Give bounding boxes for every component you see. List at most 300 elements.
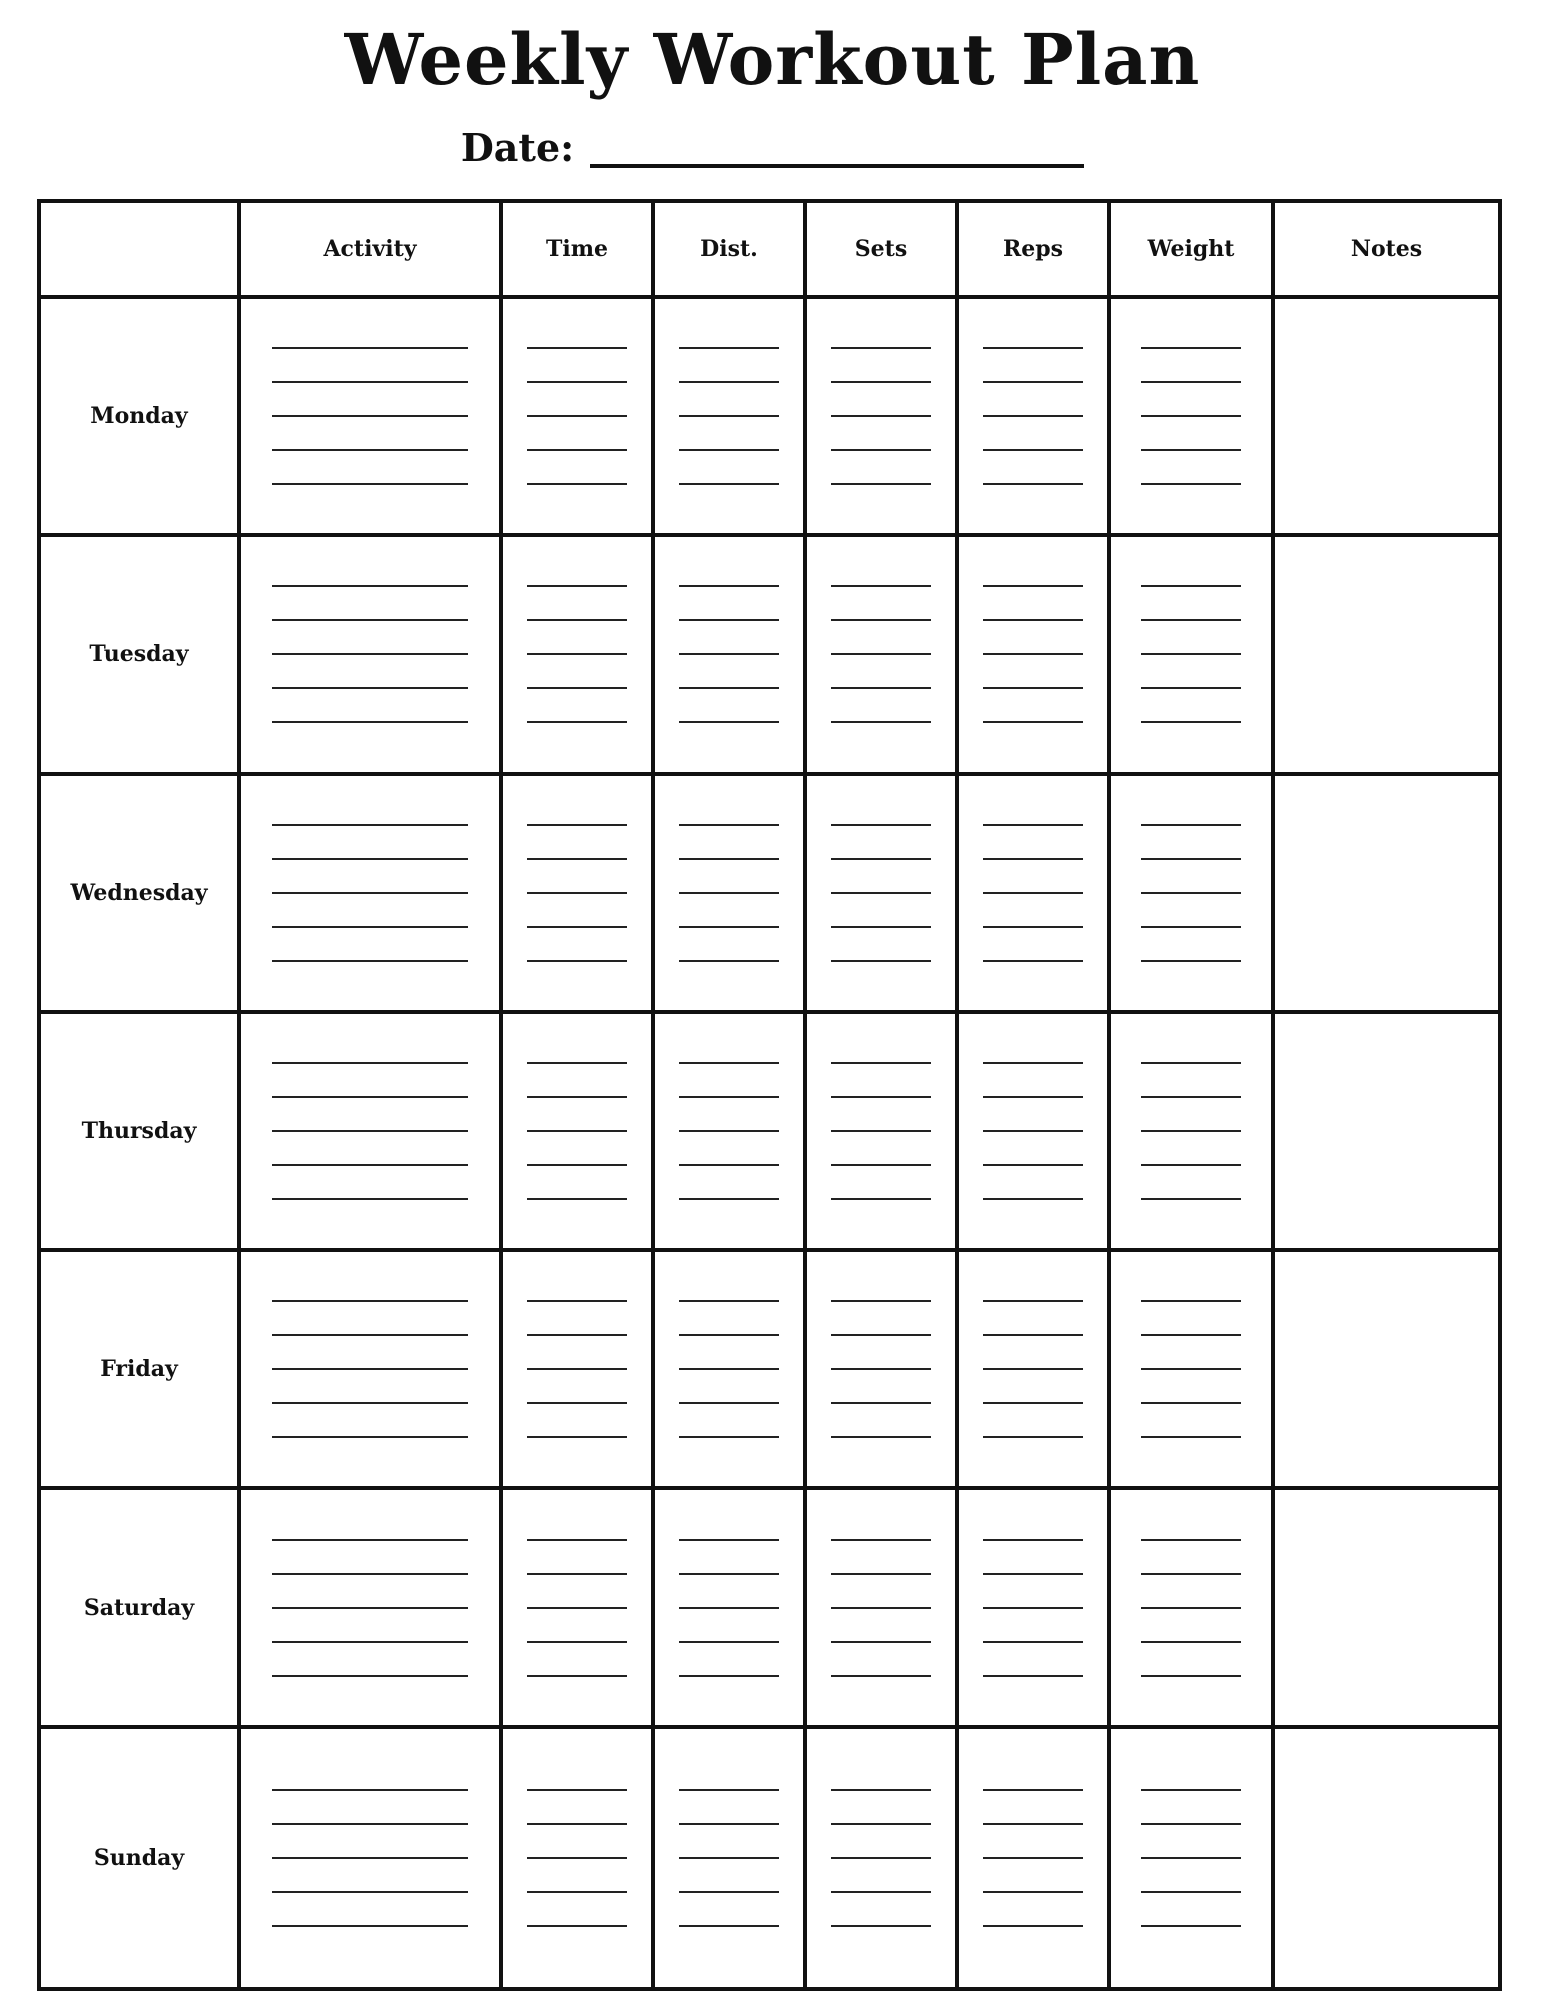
reps-lines: [959, 1046, 1107, 1216]
reps-entry-line[interactable]: [983, 1436, 1083, 1438]
sets-entry-line[interactable]: [831, 1198, 931, 1200]
time-entry-line[interactable]: [527, 1402, 627, 1404]
date-input-line[interactable]: [590, 164, 1084, 168]
weight-entry-line[interactable]: [1141, 381, 1241, 383]
reps-entry-line[interactable]: [983, 1198, 1083, 1200]
weight-entry-line[interactable]: [1141, 415, 1241, 417]
weight-entry-line[interactable]: [1141, 347, 1241, 349]
notes-cell[interactable]: [1273, 1250, 1500, 1488]
weight-entry-line[interactable]: [1141, 1062, 1241, 1064]
weight-lines: [1111, 1523, 1271, 1693]
activity-entry-line[interactable]: [272, 1641, 468, 1643]
sets-entry-line[interactable]: [831, 1607, 931, 1609]
distance-entry-line[interactable]: [679, 1573, 779, 1575]
time-entry-line[interactable]: [527, 1096, 627, 1098]
sets-entry-line[interactable]: [831, 1641, 931, 1643]
weight-entry-line[interactable]: [1141, 619, 1241, 621]
activity-entry-line[interactable]: [272, 824, 468, 826]
time-entry-line[interactable]: [527, 824, 627, 826]
distance-entry-line[interactable]: [679, 926, 779, 928]
day-label: Friday: [39, 1250, 239, 1488]
weight-entry-line[interactable]: [1141, 1164, 1241, 1166]
activity-entry-line[interactable]: [272, 585, 468, 587]
weight-entry-line[interactable]: [1141, 653, 1241, 655]
distance-entry-line[interactable]: [679, 619, 779, 621]
weight-entry-line[interactable]: [1141, 858, 1241, 860]
weight-entry-line[interactable]: [1141, 483, 1241, 485]
time-entry-line[interactable]: [527, 1925, 627, 1927]
weight-lines: [1111, 569, 1271, 739]
time-entry-line[interactable]: [527, 653, 627, 655]
sets-entry-line[interactable]: [831, 687, 931, 689]
activity-entry-line[interactable]: [272, 1925, 468, 1927]
day-label: Monday: [39, 297, 239, 535]
time-lines: [503, 1773, 651, 1943]
time-entry-line[interactable]: [527, 415, 627, 417]
time-entry-line[interactable]: [527, 926, 627, 928]
weight-entry-line[interactable]: [1141, 1300, 1241, 1302]
time-entry-line[interactable]: [527, 858, 627, 860]
reps-entry-line[interactable]: [983, 1823, 1083, 1825]
time-lines: [503, 569, 651, 739]
reps-entry-line[interactable]: [983, 585, 1083, 587]
distance-entry-line[interactable]: [679, 1436, 779, 1438]
reps-entry-line[interactable]: [983, 1164, 1083, 1166]
weight-lines: [1111, 1284, 1271, 1454]
day-label: Sunday: [39, 1727, 239, 1989]
activity-entry-line[interactable]: [272, 1334, 468, 1336]
sets-entry-line[interactable]: [831, 926, 931, 928]
time-entry-line[interactable]: [527, 1130, 627, 1132]
activity-entry-line[interactable]: [272, 1891, 468, 1893]
activity-lines: [241, 1773, 499, 1943]
activity-entry-line[interactable]: [272, 347, 468, 349]
weight-entry-line[interactable]: [1141, 824, 1241, 826]
weight-entry-line[interactable]: [1141, 1539, 1241, 1541]
sets-entry-line[interactable]: [831, 1857, 931, 1859]
distance-entry-line[interactable]: [679, 721, 779, 723]
distance-entry-line[interactable]: [679, 1539, 779, 1541]
reps-lines: [959, 1523, 1107, 1693]
reps-entry-line[interactable]: [983, 1573, 1083, 1575]
activity-entry-line[interactable]: [272, 1857, 468, 1859]
activity-entry-line[interactable]: [272, 1607, 468, 1609]
activity-entry-line[interactable]: [272, 415, 468, 417]
notes-cell[interactable]: [1273, 1727, 1500, 1989]
reps-entry-line[interactable]: [983, 483, 1083, 485]
activity-lines: [241, 1523, 499, 1693]
time-entry-line[interactable]: [527, 1300, 627, 1302]
weight-entry-line[interactable]: [1141, 1789, 1241, 1791]
time-lines: [503, 1523, 651, 1693]
activity-entry-line[interactable]: [272, 1789, 468, 1791]
sets-entry-line[interactable]: [831, 1164, 931, 1166]
sets-entry-line[interactable]: [831, 585, 931, 587]
weight-entry-line[interactable]: [1141, 1198, 1241, 1200]
activity-entry-line[interactable]: [272, 381, 468, 383]
activity-lines: [241, 331, 499, 501]
sets-entry-line[interactable]: [831, 1789, 931, 1791]
distance-cell: [653, 1012, 805, 1250]
sets-entry-line[interactable]: [831, 1130, 931, 1132]
distance-lines: [655, 1284, 803, 1454]
weight-entry-line[interactable]: [1141, 1891, 1241, 1893]
reps-entry-line[interactable]: [983, 1857, 1083, 1859]
activity-cell: [239, 297, 501, 535]
sets-entry-line[interactable]: [831, 960, 931, 962]
distance-entry-line[interactable]: [679, 483, 779, 485]
sets-entry-line[interactable]: [831, 1823, 931, 1825]
time-cell: [501, 1250, 653, 1488]
reps-cell: [957, 535, 1109, 773]
distance-lines: [655, 1046, 803, 1216]
weight-cell: [1109, 1488, 1273, 1726]
table-row: [39, 774, 1500, 1012]
day-label: Tuesday: [39, 535, 239, 773]
reps-entry-line[interactable]: [983, 449, 1083, 451]
distance-entry-line[interactable]: [679, 449, 779, 451]
distance-entry-line[interactable]: [679, 1334, 779, 1336]
time-lines: [503, 331, 651, 501]
sets-cell: [805, 1012, 957, 1250]
time-entry-line[interactable]: [527, 1436, 627, 1438]
weight-cell: [1109, 297, 1273, 535]
sets-entry-line[interactable]: [831, 415, 931, 417]
reps-entry-line[interactable]: [983, 687, 1083, 689]
distance-entry-line[interactable]: [679, 1823, 779, 1825]
weight-entry-line[interactable]: [1141, 1607, 1241, 1609]
time-entry-line[interactable]: [527, 1857, 627, 1859]
sets-entry-line[interactable]: [831, 347, 931, 349]
reps-entry-line[interactable]: [983, 960, 1083, 962]
weight-entry-line[interactable]: [1141, 687, 1241, 689]
column-header-distance: Dist.: [653, 201, 805, 297]
distance-entry-line[interactable]: [679, 1402, 779, 1404]
sets-entry-line[interactable]: [831, 858, 931, 860]
time-entry-line[interactable]: [527, 721, 627, 723]
column-header-time: Time: [501, 201, 653, 297]
distance-entry-line[interactable]: [679, 892, 779, 894]
distance-entry-line[interactable]: [679, 415, 779, 417]
table-body: [39, 297, 1500, 1989]
weight-entry-line[interactable]: [1141, 1675, 1241, 1677]
distance-entry-line[interactable]: [679, 1891, 779, 1893]
notes-cell[interactable]: [1273, 774, 1500, 1012]
reps-entry-line[interactable]: [983, 721, 1083, 723]
activity-entry-line[interactable]: [272, 1164, 468, 1166]
weight-cell: [1109, 535, 1273, 773]
distance-cell: [653, 1727, 805, 1989]
time-entry-line[interactable]: [527, 619, 627, 621]
time-entry-line[interactable]: [527, 1164, 627, 1166]
sets-entry-line[interactable]: [831, 1891, 931, 1893]
reps-entry-line[interactable]: [983, 1641, 1083, 1643]
distance-entry-line[interactable]: [679, 1857, 779, 1859]
reps-entry-line[interactable]: [983, 824, 1083, 826]
time-entry-line[interactable]: [527, 1789, 627, 1791]
distance-lines: [655, 808, 803, 978]
sets-entry-line[interactable]: [831, 1062, 931, 1064]
sets-cell: [805, 1250, 957, 1488]
activity-lines: [241, 1046, 499, 1216]
weight-entry-line[interactable]: [1141, 960, 1241, 962]
reps-entry-line[interactable]: [983, 1300, 1083, 1302]
table-row: [39, 1727, 1500, 1989]
activity-entry-line[interactable]: [272, 858, 468, 860]
weight-entry-line[interactable]: [1141, 1925, 1241, 1927]
column-header-activity: Activity: [239, 201, 501, 297]
activity-entry-line[interactable]: [272, 687, 468, 689]
reps-entry-line[interactable]: [983, 892, 1083, 894]
reps-entry-line[interactable]: [983, 381, 1083, 383]
reps-entry-line[interactable]: [983, 653, 1083, 655]
time-entry-line[interactable]: [527, 960, 627, 962]
time-cell: [501, 297, 653, 535]
distance-lines: [655, 569, 803, 739]
reps-entry-line[interactable]: [983, 619, 1083, 621]
sets-entry-line[interactable]: [831, 1368, 931, 1370]
activity-entry-line[interactable]: [272, 1436, 468, 1438]
time-entry-line[interactable]: [527, 1062, 627, 1064]
activity-cell: [239, 1012, 501, 1250]
sets-entry-line[interactable]: [831, 721, 931, 723]
distance-cell: [653, 1488, 805, 1726]
activity-entry-line[interactable]: [272, 1130, 468, 1132]
distance-entry-line[interactable]: [679, 1641, 779, 1643]
time-entry-line[interactable]: [527, 1368, 627, 1370]
reps-entry-line[interactable]: [983, 1891, 1083, 1893]
distance-entry-line[interactable]: [679, 960, 779, 962]
sets-entry-line[interactable]: [831, 381, 931, 383]
activity-entry-line[interactable]: [272, 892, 468, 894]
distance-cell: [653, 774, 805, 1012]
activity-entry-line[interactable]: [272, 926, 468, 928]
weight-cell: [1109, 1012, 1273, 1250]
distance-entry-line[interactable]: [679, 1300, 779, 1302]
time-entry-line[interactable]: [527, 1823, 627, 1825]
notes-cell[interactable]: [1273, 297, 1500, 535]
table-row: [39, 297, 1500, 535]
time-entry-line[interactable]: [527, 1334, 627, 1336]
distance-entry-line[interactable]: [679, 1096, 779, 1098]
time-entry-line[interactable]: [527, 347, 627, 349]
weight-lines: [1111, 808, 1271, 978]
sets-entry-line[interactable]: [831, 619, 931, 621]
activity-entry-line[interactable]: [272, 1198, 468, 1200]
time-entry-line[interactable]: [527, 1198, 627, 1200]
time-cell: [501, 1012, 653, 1250]
reps-lines: [959, 1773, 1107, 1943]
weight-entry-line[interactable]: [1141, 1857, 1241, 1859]
sets-entry-line[interactable]: [831, 1334, 931, 1336]
column-header-corner: [39, 201, 239, 297]
weight-entry-line[interactable]: [1141, 892, 1241, 894]
activity-entry-line[interactable]: [272, 1539, 468, 1541]
reps-entry-line[interactable]: [983, 1539, 1083, 1541]
day-label: Saturday: [39, 1488, 239, 1726]
time-lines: [503, 1046, 651, 1216]
sets-entry-line[interactable]: [831, 1925, 931, 1927]
activity-entry-line[interactable]: [272, 960, 468, 962]
reps-cell: [957, 1012, 1109, 1250]
activity-entry-line[interactable]: [272, 483, 468, 485]
time-cell: [501, 1727, 653, 1989]
weight-entry-line[interactable]: [1141, 1573, 1241, 1575]
day-label: Wednesday: [39, 774, 239, 1012]
weight-entry-line[interactable]: [1141, 1823, 1241, 1825]
sets-lines: [807, 1523, 955, 1693]
distance-entry-line[interactable]: [679, 687, 779, 689]
reps-lines: [959, 331, 1107, 501]
weight-entry-line[interactable]: [1141, 1130, 1241, 1132]
time-entry-line[interactable]: [527, 1539, 627, 1541]
date-row: [0, 110, 1545, 170]
activity-entry-line[interactable]: [272, 619, 468, 621]
activity-cell: [239, 535, 501, 773]
time-entry-line[interactable]: [527, 449, 627, 451]
sets-entry-line[interactable]: [831, 1539, 931, 1541]
reps-entry-line[interactable]: [983, 1368, 1083, 1370]
activity-entry-line[interactable]: [272, 449, 468, 451]
weight-entry-line[interactable]: [1141, 1436, 1241, 1438]
distance-entry-line[interactable]: [679, 1675, 779, 1677]
notes-cell[interactable]: [1273, 535, 1500, 773]
weight-entry-line[interactable]: [1141, 585, 1241, 587]
column-header-weight: Weight: [1109, 201, 1273, 297]
distance-entry-line[interactable]: [679, 585, 779, 587]
reps-entry-line[interactable]: [983, 858, 1083, 860]
sets-entry-line[interactable]: [831, 1573, 931, 1575]
sets-entry-line[interactable]: [831, 1402, 931, 1404]
distance-entry-line[interactable]: [679, 381, 779, 383]
reps-entry-line[interactable]: [983, 1402, 1083, 1404]
sets-cell: [805, 774, 957, 1012]
reps-entry-line[interactable]: [983, 1096, 1083, 1098]
reps-cell: [957, 1727, 1109, 1989]
activity-entry-line[interactable]: [272, 1096, 468, 1098]
reps-entry-line[interactable]: [983, 1062, 1083, 1064]
activity-cell: [239, 774, 501, 1012]
reps-entry-line[interactable]: [983, 1130, 1083, 1132]
time-entry-line[interactable]: [527, 1891, 627, 1893]
reps-entry-line[interactable]: [983, 1675, 1083, 1677]
weight-entry-line[interactable]: [1141, 926, 1241, 928]
reps-cell: [957, 1488, 1109, 1726]
distance-entry-line[interactable]: [679, 653, 779, 655]
sets-entry-line[interactable]: [831, 1300, 931, 1302]
activity-entry-line[interactable]: [272, 1573, 468, 1575]
notes-cell[interactable]: [1273, 1012, 1500, 1250]
weight-cell: [1109, 1727, 1273, 1989]
activity-entry-line[interactable]: [272, 1368, 468, 1370]
distance-entry-line[interactable]: [679, 1062, 779, 1064]
activity-lines: [241, 1284, 499, 1454]
weight-entry-line[interactable]: [1141, 1334, 1241, 1336]
distance-entry-line[interactable]: [679, 1198, 779, 1200]
activity-entry-line[interactable]: [272, 1823, 468, 1825]
distance-entry-line[interactable]: [679, 1789, 779, 1791]
sets-entry-line[interactable]: [831, 653, 931, 655]
reps-lines: [959, 808, 1107, 978]
activity-entry-line[interactable]: [272, 1402, 468, 1404]
column-header-notes: Notes: [1273, 201, 1500, 297]
reps-entry-line[interactable]: [983, 347, 1083, 349]
reps-entry-line[interactable]: [983, 415, 1083, 417]
distance-entry-line[interactable]: [679, 1164, 779, 1166]
day-label: Thursday: [39, 1012, 239, 1250]
weight-lines: [1111, 331, 1271, 501]
weight-entry-line[interactable]: [1141, 721, 1241, 723]
weight-entry-line[interactable]: [1141, 1096, 1241, 1098]
activity-entry-line[interactable]: [272, 653, 468, 655]
distance-entry-line[interactable]: [679, 1925, 779, 1927]
time-entry-line[interactable]: [527, 585, 627, 587]
sets-cell: [805, 297, 957, 535]
reps-cell: [957, 1250, 1109, 1488]
sets-entry-line[interactable]: [831, 1436, 931, 1438]
date-label: Date:: [460, 125, 575, 170]
time-entry-line[interactable]: [527, 483, 627, 485]
weight-lines: [1111, 1773, 1271, 1943]
time-entry-line[interactable]: [527, 1573, 627, 1575]
distance-entry-line[interactable]: [679, 347, 779, 349]
notes-cell[interactable]: [1273, 1488, 1500, 1726]
reps-entry-line[interactable]: [983, 1789, 1083, 1791]
sets-entry-line[interactable]: [831, 892, 931, 894]
distance-entry-line[interactable]: [679, 1130, 779, 1132]
reps-entry-line[interactable]: [983, 1334, 1083, 1336]
time-lines: [503, 1284, 651, 1454]
time-entry-line[interactable]: [527, 1607, 627, 1609]
column-header-reps: Reps: [957, 201, 1109, 297]
time-entry-line[interactable]: [527, 687, 627, 689]
activity-lines: [241, 808, 499, 978]
reps-entry-line[interactable]: [983, 1925, 1083, 1927]
activity-entry-line[interactable]: [272, 721, 468, 723]
reps-entry-line[interactable]: [983, 926, 1083, 928]
weight-entry-line[interactable]: [1141, 1402, 1241, 1404]
sets-lines: [807, 808, 955, 978]
sets-lines: [807, 331, 955, 501]
sets-entry-line[interactable]: [831, 483, 931, 485]
weight-cell: [1109, 774, 1273, 1012]
time-entry-line[interactable]: [527, 1675, 627, 1677]
sets-entry-line[interactable]: [831, 824, 931, 826]
weight-lines: [1111, 1046, 1271, 1216]
distance-entry-line[interactable]: [679, 1607, 779, 1609]
weight-entry-line[interactable]: [1141, 449, 1241, 451]
sets-entry-line[interactable]: [831, 449, 931, 451]
table-row: [39, 1012, 1500, 1250]
time-entry-line[interactable]: [527, 892, 627, 894]
time-entry-line[interactable]: [527, 1641, 627, 1643]
activity-entry-line[interactable]: [272, 1062, 468, 1064]
column-header-sets: Sets: [805, 201, 957, 297]
time-entry-line[interactable]: [527, 381, 627, 383]
activity-entry-line[interactable]: [272, 1300, 468, 1302]
activity-entry-line[interactable]: [272, 1675, 468, 1677]
weight-entry-line[interactable]: [1141, 1641, 1241, 1643]
distance-cell: [653, 1250, 805, 1488]
sets-entry-line[interactable]: [831, 1096, 931, 1098]
distance-entry-line[interactable]: [679, 1368, 779, 1370]
sets-entry-line[interactable]: [831, 1675, 931, 1677]
weight-entry-line[interactable]: [1141, 1368, 1241, 1370]
distance-entry-line[interactable]: [679, 858, 779, 860]
reps-entry-line[interactable]: [983, 1607, 1083, 1609]
header-row: [39, 201, 1500, 297]
distance-entry-line[interactable]: [679, 824, 779, 826]
